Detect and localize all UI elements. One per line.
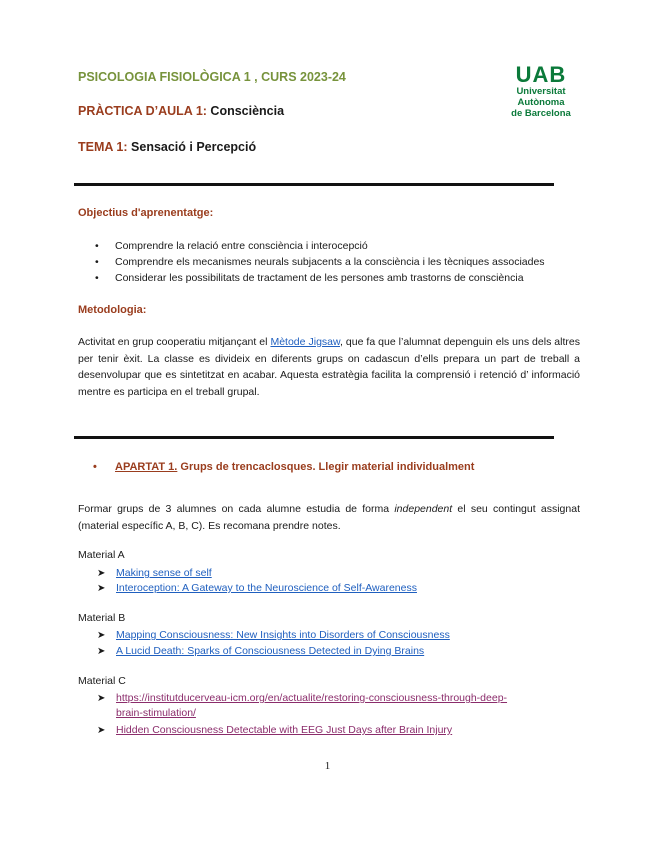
- uab-logo: [495, 64, 587, 119]
- material-c-item: [97, 723, 452, 738]
- arrow-bullet-icon: ➤: [97, 568, 106, 579]
- apartat-label: APARTAT 1.: [115, 461, 178, 473]
- apartat-heading: [93, 461, 474, 473]
- apartat-title: Grups de trencaclosques. Llegir material individualment: [177, 461, 475, 473]
- list-item: • Comprendre la relació entre consciència i interocepció: [95, 240, 368, 252]
- material-c-label: Material C: [78, 675, 126, 687]
- jigsaw-link[interactable]: Mètode Jigsaw: [270, 336, 340, 348]
- arrow-bullet-icon: ➤: [97, 583, 106, 594]
- page-number: 1: [324, 760, 331, 772]
- arrow-bullet-icon: ➤: [97, 725, 106, 736]
- tema-value: Sensació i Percepció: [131, 140, 257, 154]
- material-c-item-cont: [116, 706, 196, 721]
- material-a-label: Material A: [78, 549, 125, 561]
- bullet-icon: •: [95, 272, 99, 284]
- objectius-title: Objectius d'aprenentatge:: [78, 207, 214, 219]
- list-item: • Considerar les possibilitats de tractament de les persones amb trastorns de consciència: [95, 272, 524, 284]
- practica-heading: [78, 104, 284, 118]
- tema-heading: [78, 140, 256, 154]
- bullet-icon: •: [93, 461, 97, 473]
- material-b-link-1[interactable]: Mapping Consciousness: New Insights into Disorders of Consciousness: [116, 629, 450, 641]
- divider-middle: [74, 436, 554, 439]
- material-c-item: [97, 691, 507, 706]
- instructions-paragraph: Formar grups de 3 alumnes on cada alumne estudia de forma independent el seu contingut assignat (material específic A, B, C). Es recomana prendre notes.: [78, 503, 580, 532]
- material-a-item: [97, 566, 212, 581]
- material-c-link-1[interactable]: https://institutducerveau-icm.org/en/actualite/restoring-consciousness-through-deep-: [116, 692, 508, 704]
- material-b-item: [97, 644, 424, 659]
- metodologia-title: Metodologia:: [78, 304, 147, 316]
- tema-label: TEMA 1:: [78, 140, 128, 154]
- arrow-bullet-icon: ➤: [97, 630, 106, 641]
- logo-line1: Universitat Autònoma: [516, 86, 566, 108]
- material-a-link-1[interactable]: Making sense of self: [116, 567, 212, 579]
- course-title: PSICOLOGIA FISIOLÒGICA 1 , CURS 2023-24: [78, 70, 346, 84]
- material-c-link-2[interactable]: Hidden Consciousness Detectable with EEG Just Days after Brain Injury: [116, 724, 453, 736]
- bullet-icon: •: [95, 256, 99, 268]
- material-c-link-1-cont[interactable]: brain-stimulation/: [116, 707, 196, 719]
- divider-top: [74, 183, 554, 186]
- arrow-bullet-icon: ➤: [97, 693, 106, 704]
- arrow-bullet-icon: ➤: [97, 646, 106, 657]
- material-b-label: Material B: [78, 612, 126, 624]
- material-b-link-2[interactable]: A Lucid Death: Sparks of Consciousness Detected in Dying Brains: [116, 645, 425, 657]
- metodologia-paragraph: Activitat en grup cooperatiu mitjançant el Mètode Jigsaw, que fa que l’alumnat depenguin els uns dels altres per tenir èxit. La classe es divideix en diferents grups on cadascun d’ells prepara un part de treball a desenvolupar que es sintetitzat en acabar. Aquesta estratègia facilita la comprensió i retenció d’ informació mentre es participa en el treball grupal.: [78, 336, 580, 398]
- material-b-item: [97, 628, 450, 643]
- bullet-icon: •: [95, 240, 99, 252]
- objectius-list: [93, 238, 593, 286]
- logo-line2: de Barcelona: [511, 108, 571, 119]
- logo-acronym: UAB: [515, 62, 567, 87]
- practica-value: Consciència: [210, 104, 285, 118]
- practica-label: PRÀCTICA D’AULA 1:: [78, 104, 207, 118]
- material-a-link-2[interactable]: Interoception: A Gateway to the Neuroscience of Self-Awareness: [116, 582, 417, 594]
- material-a-item: [97, 581, 417, 596]
- list-item: • Comprendre els mecanismes neurals subjacents a la consciència i les tècniques associades: [95, 256, 545, 268]
